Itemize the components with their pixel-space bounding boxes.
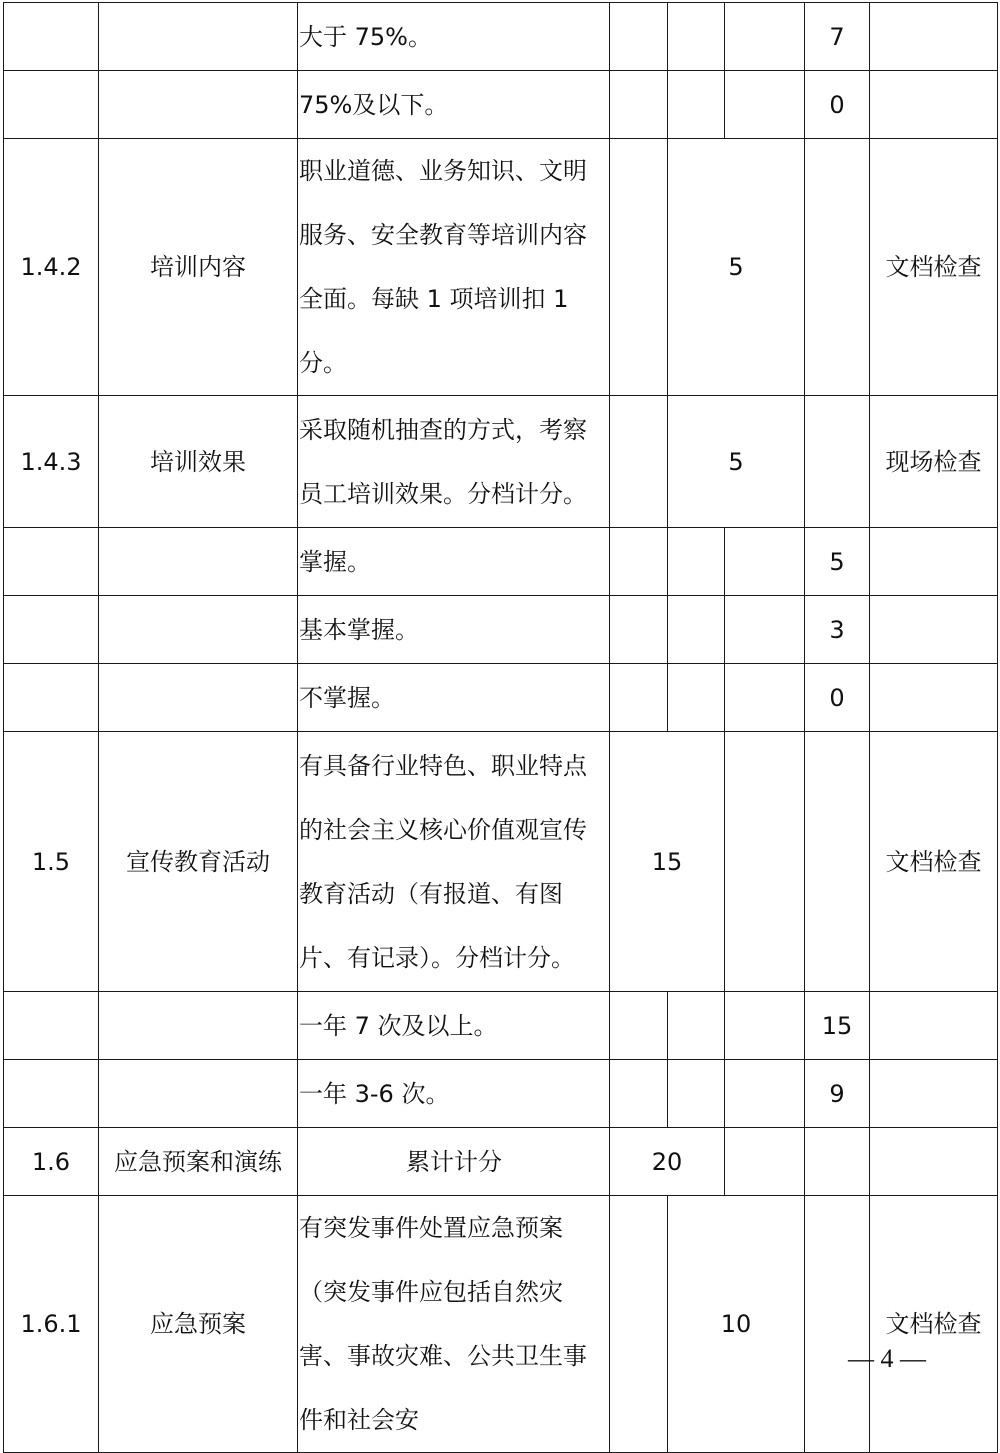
scoring-table <box>3 2 998 1453</box>
criteria-cell: 基本掌握。 <box>298 596 610 664</box>
sub-score-cell <box>805 732 870 992</box>
spacer-cell <box>725 1128 805 1196</box>
item-name-cell: 应急预案和演练 <box>99 1128 298 1196</box>
item-code-cell: 1.4.3 <box>4 396 99 528</box>
total-score-cell <box>610 596 668 664</box>
criteria-cell: 一年 3-6 次。 <box>298 1060 610 1128</box>
item-code-cell <box>4 664 99 732</box>
criteria-cell: 有具备行业特色、职业特点的社会主义核心价值观宣传教育活动（有报道、有图片、有记录）。分档计分。 <box>298 732 610 992</box>
total-score-cell <box>610 528 668 596</box>
item-score-cell <box>668 992 725 1060</box>
sub-score-cell: 3 <box>805 596 870 664</box>
item-name-cell <box>99 596 298 664</box>
criteria-cell: 大于 75%。 <box>298 3 610 71</box>
item-code-cell <box>4 992 99 1060</box>
criteria-cell: 有突发事件处置应急预案（突发事件应包括自然灾害、事故灾难、公共卫生事件和社会安 <box>298 1196 610 1453</box>
spacer-cell <box>725 596 805 664</box>
check-method-cell <box>870 992 998 1060</box>
item-score-cell <box>668 1060 725 1128</box>
spacer-cell <box>725 71 805 139</box>
check-method-cell <box>870 1060 998 1128</box>
total-score-cell <box>610 139 668 396</box>
sub-score-cell: 0 <box>805 71 870 139</box>
sub-score-cell: 15 <box>805 992 870 1060</box>
table-row <box>4 596 998 664</box>
table-row <box>4 1128 998 1196</box>
item-name-cell <box>99 992 298 1060</box>
item-name-cell <box>99 528 298 596</box>
criteria-cell: 75%及以下。 <box>298 71 610 139</box>
item-name-cell: 宣传教育活动 <box>99 732 298 992</box>
item-code-cell: 1.5 <box>4 732 99 992</box>
total-score-cell: 15 <box>610 732 725 992</box>
total-score-cell <box>610 396 668 528</box>
criteria-cell: 累计计分 <box>298 1128 610 1196</box>
check-method-cell <box>870 596 998 664</box>
spacer-cell <box>725 1060 805 1128</box>
check-method-cell: 文档检查 <box>870 1196 998 1453</box>
total-score-cell: 20 <box>610 1128 725 1196</box>
item-code-cell <box>4 71 99 139</box>
spacer-cell <box>725 664 805 732</box>
page-number: — 4 — <box>848 1344 926 1373</box>
spacer-cell <box>725 992 805 1060</box>
item-score-cell <box>668 664 725 732</box>
item-name-cell: 培训效果 <box>99 396 298 528</box>
criteria-cell: 掌握。 <box>298 528 610 596</box>
item-score-cell: 10 <box>668 1196 805 1453</box>
item-code-cell: 1.6.1 <box>4 1196 99 1453</box>
item-code-cell: 1.4.2 <box>4 139 99 396</box>
sub-score-cell: 7 <box>805 3 870 71</box>
check-method-cell: 文档检查 <box>870 732 998 992</box>
check-method-cell <box>870 71 998 139</box>
item-code-cell: 1.6 <box>4 1128 99 1196</box>
item-score-cell <box>668 596 725 664</box>
total-score-cell <box>610 664 668 732</box>
check-method-cell: 文档检查 <box>870 139 998 396</box>
check-method-cell <box>870 528 998 596</box>
table-row <box>4 396 998 528</box>
criteria-cell: 采取随机抽查的方式，考察员工培训效果。分档计分。 <box>298 396 610 528</box>
item-name-cell <box>99 664 298 732</box>
item-name-cell <box>99 1060 298 1128</box>
check-method-cell <box>870 664 998 732</box>
item-code-cell <box>4 528 99 596</box>
sub-score-cell <box>805 396 870 528</box>
criteria-cell: 不掌握。 <box>298 664 610 732</box>
item-score-cell: 5 <box>668 139 805 396</box>
total-score-cell <box>610 71 668 139</box>
table-row <box>4 139 998 396</box>
check-method-cell <box>870 1128 998 1196</box>
sub-score-cell: 5 <box>805 528 870 596</box>
item-name-cell <box>99 3 298 71</box>
total-score-cell <box>610 3 668 71</box>
spacer-cell <box>725 732 805 992</box>
criteria-cell: 职业道德、业务知识、文明服务、安全教育等培训内容全面。每缺 1 项培训扣 1 分。 <box>298 139 610 396</box>
table-row <box>4 732 998 992</box>
total-score-cell <box>610 992 668 1060</box>
table-row <box>4 1060 998 1128</box>
sub-score-cell <box>805 1196 870 1453</box>
table-row <box>4 992 998 1060</box>
check-method-cell <box>870 3 998 71</box>
check-method-cell: 现场检查 <box>870 396 998 528</box>
table-row <box>4 1196 998 1453</box>
table-row <box>4 71 998 139</box>
criteria-cell: 一年 7 次及以上。 <box>298 992 610 1060</box>
table-row <box>4 528 998 596</box>
item-name-cell <box>99 71 298 139</box>
item-score-cell <box>668 71 725 139</box>
item-code-cell <box>4 1060 99 1128</box>
sub-score-cell: 9 <box>805 1060 870 1128</box>
item-score-cell: 5 <box>668 396 805 528</box>
sub-score-cell <box>805 139 870 396</box>
item-name-cell: 应急预案 <box>99 1196 298 1453</box>
total-score-cell <box>610 1196 668 1453</box>
spacer-cell <box>725 528 805 596</box>
total-score-cell <box>610 1060 668 1128</box>
item-code-cell <box>4 596 99 664</box>
table-row <box>4 664 998 732</box>
item-score-cell <box>668 528 725 596</box>
item-name-cell: 培训内容 <box>99 139 298 396</box>
table-row <box>4 3 998 71</box>
sub-score-cell: 0 <box>805 664 870 732</box>
sub-score-cell <box>805 1128 870 1196</box>
spacer-cell <box>725 3 805 71</box>
item-code-cell <box>4 3 99 71</box>
item-score-cell <box>668 3 725 71</box>
